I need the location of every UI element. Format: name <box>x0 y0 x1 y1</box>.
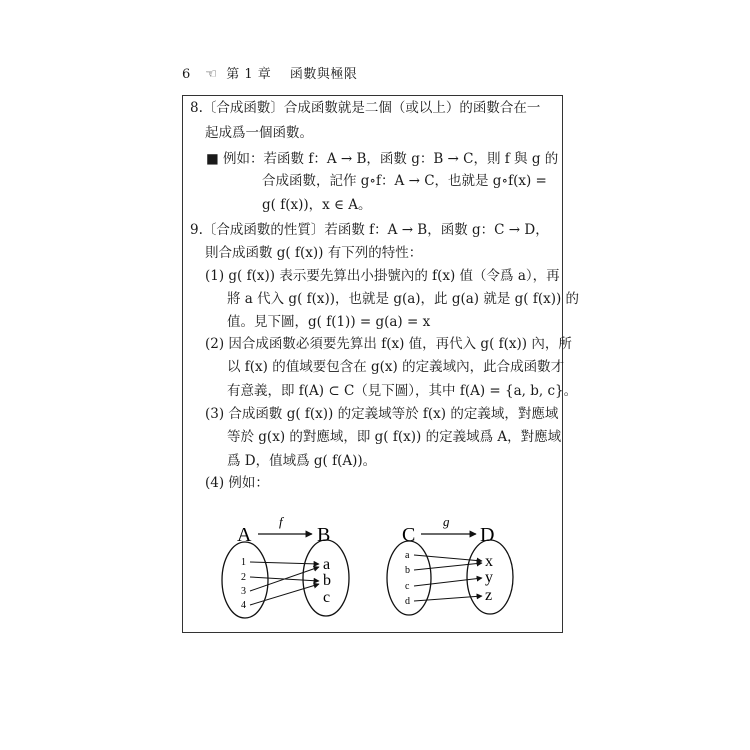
page-number: 6 <box>182 67 191 82</box>
chapter-label: 第 1 章 <box>226 67 272 82</box>
element-2: 2 <box>241 572 246 583</box>
element-1: 1 <box>241 557 246 568</box>
arrow-a-to-x <box>414 555 482 561</box>
map-label-f: f <box>279 514 283 529</box>
set-d-label: D <box>480 524 495 546</box>
set-a-label: A <box>237 524 252 546</box>
example-line-3: g( f(x))，x ∈ A。 <box>262 197 372 213</box>
example-line-1: ■ 例如：若函數 f：A → B，函數 g：B → C，則 f 與 g 的 <box>206 151 559 167</box>
arrow-b-to-x <box>414 563 482 570</box>
element-c-c: c <box>405 581 410 592</box>
property-2-line-3: 有意義，即 f(A) ⊂ C（見下圖），其中 f(A) = {a, b, c}。 <box>227 383 578 399</box>
element-y: y <box>485 569 493 586</box>
item-9-line-2: 則合成函數 g( f(x)) 有下列的特性： <box>205 245 423 261</box>
function-f-diagram <box>222 514 349 618</box>
item-8-line-1: 8.〔合成函數〕合成函數就是二個（或以上）的函數合在一 <box>190 100 541 116</box>
function-g-diagram <box>387 514 513 615</box>
property-3-line-2: 等於 g(x) 的對應域，即 g( f(x)) 的定義域爲 A，對應域 <box>227 429 562 445</box>
element-a: a <box>323 556 331 573</box>
arrow-c-to-y <box>414 578 482 586</box>
property-2-line-1: (2) 因合成函數必須要先算出 f(x) 值，再代入 g( f(x)) 內，所 <box>205 336 572 352</box>
element-c-d: d <box>405 596 410 607</box>
property-1-line-1: (1) g( f(x)) 表示要先算出小掛號內的 f(x) 值（令爲 a），再 <box>205 268 560 284</box>
arrow-1-to-a <box>250 562 319 564</box>
chapter-title: 函數與極限 <box>289 67 358 82</box>
example-line-2: 合成函數，記作 g∘f：A → C，也就是 g∘f(x) = <box>262 173 547 189</box>
set-b-label: B <box>317 524 331 546</box>
item-8-line-2: 起成爲一個函數。 <box>205 125 313 141</box>
property-3-line-1: (3) 合成函數 g( f(x)) 的定義域等於 f(x) 的定義域，對應域 <box>205 406 559 422</box>
element-c: c <box>323 589 331 606</box>
element-x: x <box>485 553 493 570</box>
element-b: b <box>323 572 331 589</box>
element-3: 3 <box>241 586 246 597</box>
item-9-line-1: 9.〔合成函數的性質〕若函數 f：A → B，函數 g：C → D， <box>190 222 549 238</box>
property-4-line-1: (4) 例如： <box>205 475 269 491</box>
map-label-g: g <box>443 514 450 529</box>
property-2-line-2: 以 f(x) 的值域要包含在 g(x) 的定義域內，此合成函數才 <box>227 359 565 375</box>
element-c-b: b <box>405 565 410 576</box>
property-1-line-3: 值。見下圖，g( f(1)) = g(a) = x <box>227 314 431 330</box>
pointing-hand-icon: ☜ <box>205 67 218 82</box>
property-3-line-3: 爲 D，值域爲 g( f(A))。 <box>227 453 377 469</box>
property-1-line-2: 將 a 代入 g( f(x))，也就是 g(a)，此 g(a) 就是 g( f(x)) 的 <box>227 291 580 307</box>
element-z: z <box>485 587 493 604</box>
element-c-a: a <box>405 550 410 561</box>
element-4: 4 <box>241 600 246 611</box>
set-c-label: C <box>402 524 416 546</box>
